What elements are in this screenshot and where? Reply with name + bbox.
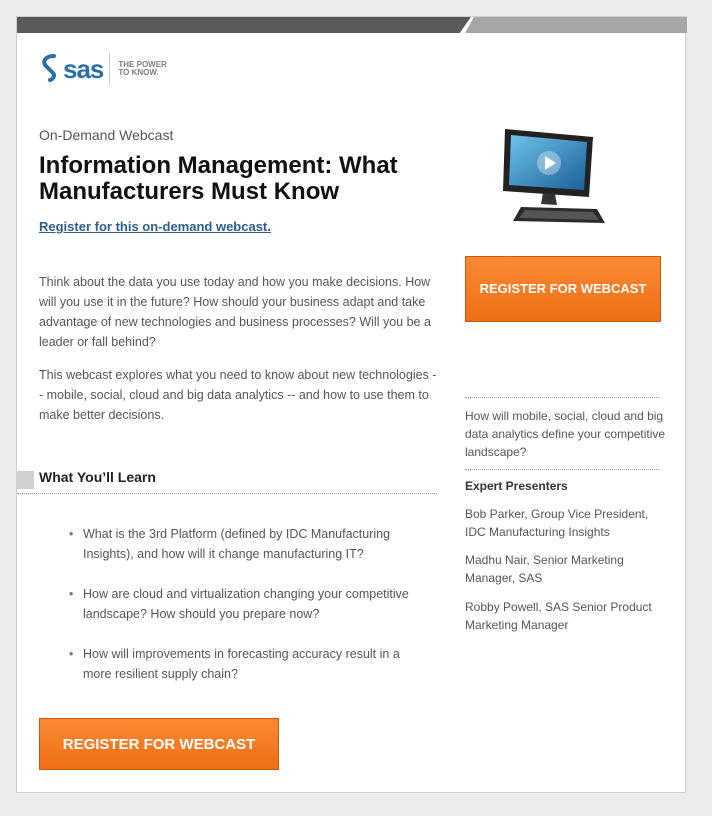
explore-paragraph: This webcast explores what you need to know about new technologies -- mobile, social, cloud and big data analytics -- and how to use them to make better decisions.	[39, 368, 437, 422]
learn-list	[69, 524, 419, 704]
presenters-heading: Expert Presenters	[465, 479, 568, 493]
eyebrow-text: On-Demand Webcast	[39, 127, 174, 143]
intro-paragraph: Think about the data you use today and how you make decisions. How will you use it in the future? How should your business adapt and take advantage of new technologies and business processes? Will you be a leader or fall behind?	[39, 275, 431, 349]
register-link[interactable]: Register for this on-demand webcast.	[39, 219, 271, 234]
bullet-icon: •	[69, 527, 74, 541]
bullet-icon: •	[69, 647, 74, 661]
logo-wordmark: sas	[63, 53, 104, 84]
register-webcast-button[interactable]: REGISTER FOR WEBCAST	[39, 718, 279, 770]
section-marker	[17, 471, 34, 489]
top-bar	[17, 17, 685, 33]
presenter-item: Madhu Nair, Senior Marketing Manager, SAS	[465, 553, 624, 585]
sidebar-question: How will mobile, social, cloud and big data analytics define your competitive landscape?	[465, 409, 666, 459]
list-item: • How are cloud and virtualization changing your competitive landscape? How should you prepare now?	[69, 584, 419, 624]
presenter-item: Robby Powell, SAS Senior Product Marketing Manager	[465, 600, 652, 632]
side-register-button[interactable]: REGISTER FOR WEBCAST	[465, 256, 661, 322]
divider	[465, 469, 659, 470]
sas-swirl-icon	[39, 54, 61, 84]
learn-section-header	[17, 465, 437, 494]
divider	[465, 397, 659, 398]
page-title: Information Management: What Manufacturers Must Know	[39, 152, 398, 205]
bullet-icon: •	[69, 587, 74, 601]
sas-logo	[39, 51, 168, 87]
presenter-item: Bob Parker, Group Vice President, IDC Manufacturing Insights	[465, 507, 649, 539]
list-item: • How will improvements in forecasting accuracy result in a more resilient supply chain?	[69, 644, 419, 684]
email-card	[16, 16, 686, 793]
logo-tagline: THE POWER TO KNOW.	[118, 60, 167, 77]
monitor-webcast-icon	[499, 125, 609, 229]
list-item: • What is the 3rd Platform (defined by IDC Manufacturing Insights), and how will it change manufacturing IT?	[69, 524, 419, 564]
learn-heading: What You’ll Learn	[39, 469, 156, 485]
